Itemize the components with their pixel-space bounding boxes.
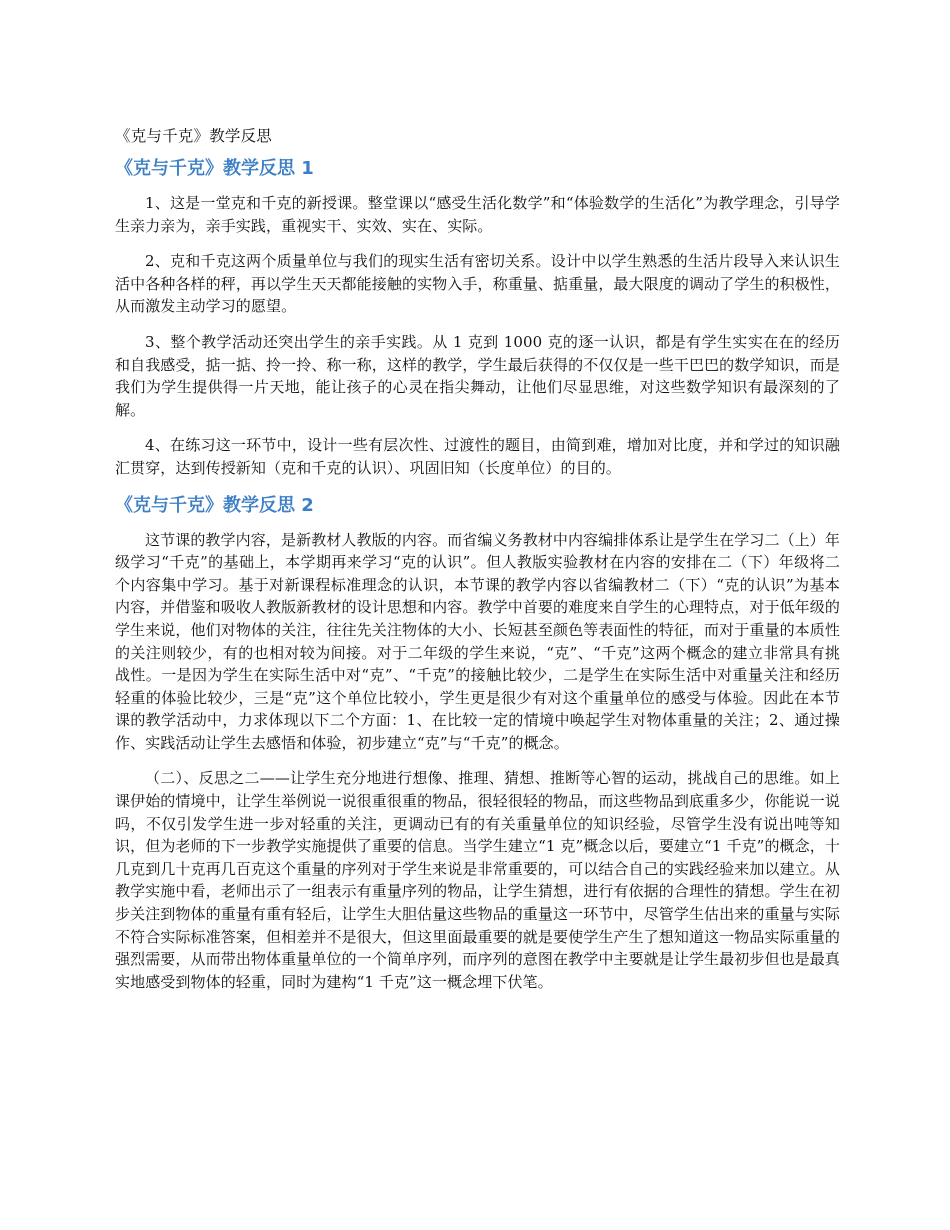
paragraph: （二）、反思之二——让学生充分地进行想像、推理、猜想、推断等心智的运动，挑战自己的思维。如上课伊始的情境中，让学生举例说一说很重很重的物品，很轻很轻的物品，而这些物品到底重多少，你能说一说吗，不仅引发学生进一步对轻重的关注，更调动已有的有关重量单位的知识经验，尽管学生没有说出吨等知识，但为老师的下一步教学实施提供了重要的信息。当学生建立“1 克”概念以后，要建立“1 千克”的概念，十几克到几十克再几百克这个重量的序列对于学生来说是非常重要的，可以结合自己的实践经验来加以建立。从教学实施中看，老师出示了一组表示有重量序列的物品，让学生猜想，进行有依据的合理性的猜想。学生在初步关注到物体的重量有重有轻后，让学生大胆估量这些物品的重量这一环节中，尽管学生估出来的重量与实际不符合实际标准答案，但相差并不是很大，但这里面最重要的就是要使学生产生了想知道这一物品实际重量的强烈需要，从而带出物体重量单位的一个简单序列，而序列的意图在教学中主要就是让学生最初步但也是最真实地感受到物体的轻重，同时为建构“1 千克”这一概念埋下伏笔。 [115,769,840,991]
paragraph: 这节课的教学内容，是新教材人教版的内容。而省编义务教材中内容编排体系让是学生在学习二（上）年级学习“千克”的基础上，本学期再来学习“克的认识”。但人教版实验教材在内容的安排在二（下）年级将二个内容集中学习。基于对新课程标准理念的认识，本节课的教学内容以省编教材二（下）“克的认识”为基本内容，并借鉴和吸收人教版新教材的设计思想和内容。教学中首要的难度来自学生的心理特点，对于低年级的学生来说，他们对物体的关注，往往先关注物体的大小、长短甚至颜色等表面性的特征，而对于重量的本质性的关注则较少，有的也相对较为间接。对于二年级的学生来说，“克”、“千克”这两个概念的建立非常具有挑战性。一是因为学生在实际生活中对“克”、“千克”的接触比较少，二是学生在实际生活中对重量关注和经历轻重的体验比较少，三是“克”这个单位比较小，学生更是很少有对这个重量单位的感受与体验。因此在本节课的教学活动中，力求体现以下二个方面：1、在比较一定的情境中唤起学生对物体重量的关注；2、通过操作、实践活动让学生去感悟和体验，初步建立“克”与“千克”的概念。 [115,530,840,752]
section-1 [115,156,840,480]
document-page [115,124,840,1006]
paragraph: 3、整个教学活动还突出学生的亲手实践。从 1 克到 1000 克的逐一认识，都是有学生实实在在的经历和自我感受，掂一掂、拎一拎、称一称，这样的教学，学生最后获得的不仅仅是一些干巴巴的数学知识，而是我们为学生提供得一片天地，能让孩子的心灵在指尖舞动，让他们尽显思维，对这些数学知识有最深刻的了解。 [115,332,840,419]
section-heading: 《克与千克》教学反思 1 [115,158,314,179]
document-title: 《克与千克》教学反思 [115,127,273,145]
section-2 [115,493,840,994]
paragraph: 4、在练习这一环节中，设计一些有层次性、过渡性的题目，由简到难，增加对比度，并和学过的知识融汇贯穿，达到传授新知（克和千克的认识）、巩固旧知（长度单位）的目的。 [115,436,840,477]
paragraph: 2、克和千克这两个质量单位与我们的现实生活有密切关系。设计中以学生熟悉的生活片段导入来认识生活中各种各样的秤，再以学生天天都能接触的实物入手，称重量、掂重量，最大限度的调动了学生的积极性，从而激发主动学习的愿望。 [115,252,840,316]
section-heading: 《克与千克》教学反思 2 [115,494,314,516]
paragraph: 1、这是一堂克和千克的新授课。整堂课以“感受生活化数学”和“体验数学的生活化”为教学理念，引导学生亲力亲为，亲手实践，重视实干、实效、实在、实际。 [115,194,840,235]
